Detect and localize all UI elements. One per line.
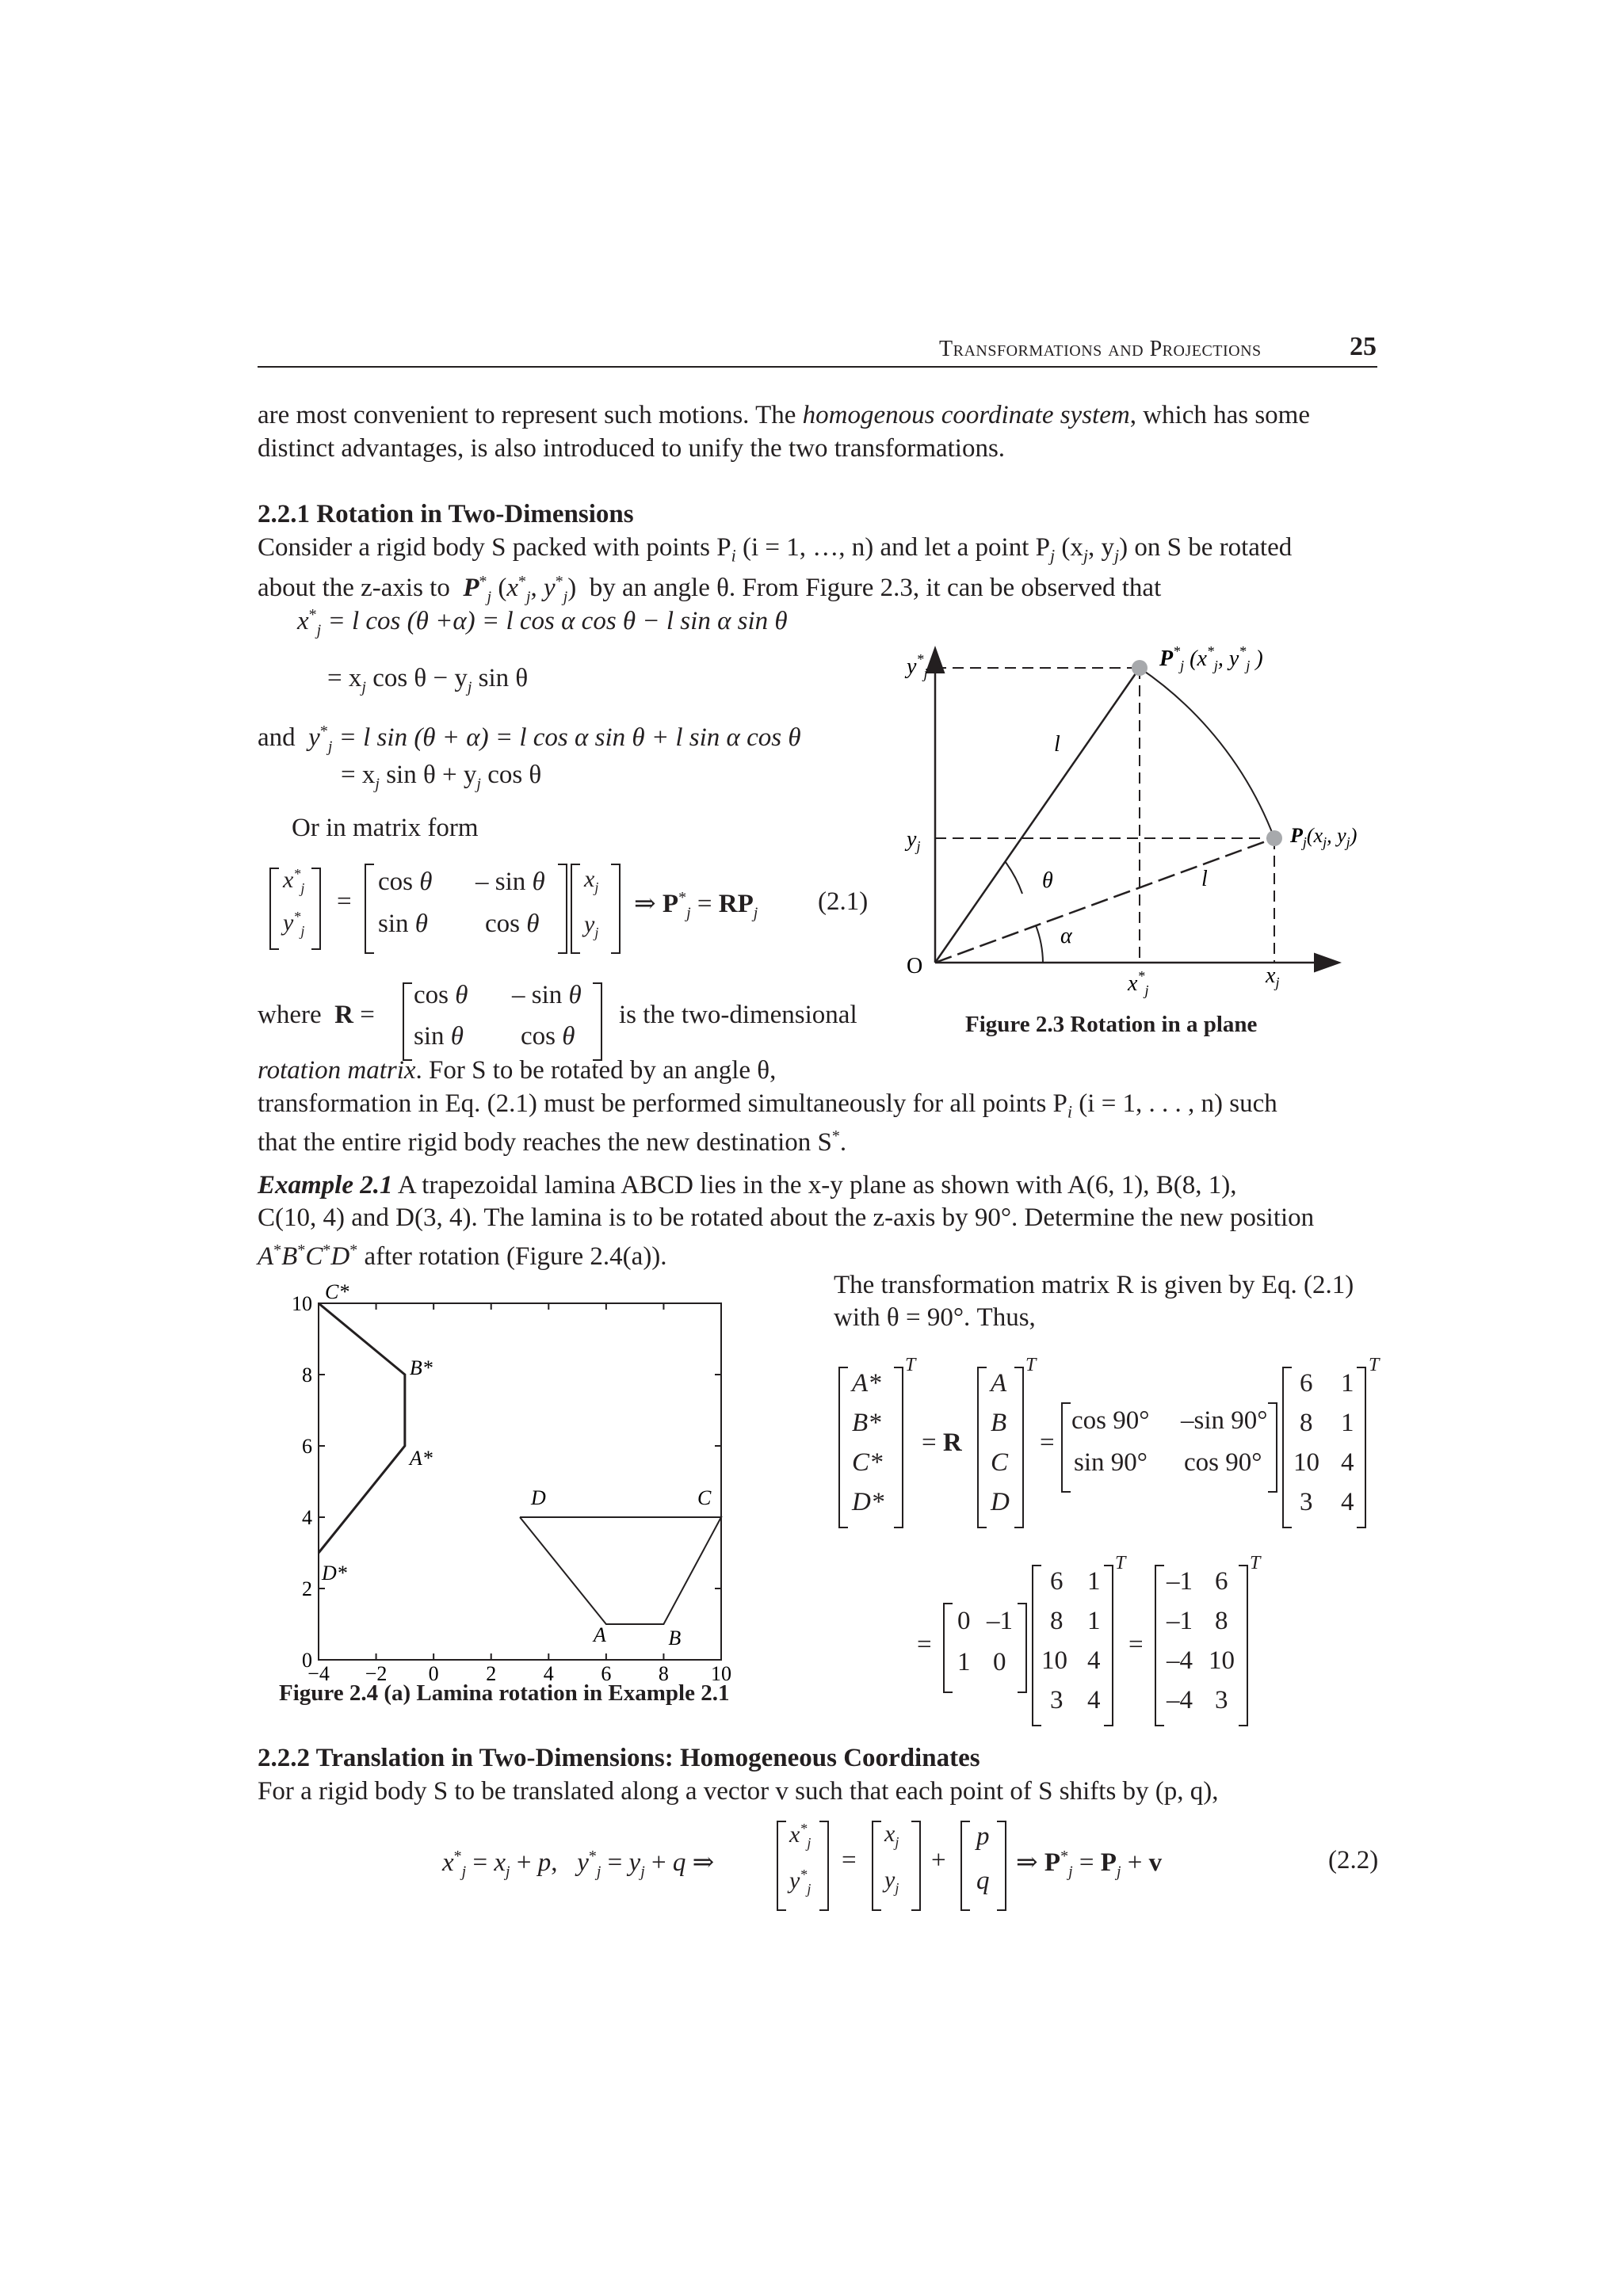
svg-text:α: α bbox=[1060, 924, 1072, 948]
point-pj bbox=[1266, 830, 1282, 846]
section-heading-2-2-2: 2.2.2 Translation in Two-Dimensions: Homogeneous Coordinates bbox=[258, 1744, 980, 1772]
figure-2-4-caption: Figure 2.4 (a) Lamina rotation in Example 2.1 bbox=[279, 1680, 730, 1706]
y-tick-label: 2 bbox=[302, 1577, 312, 1600]
matrix-entry: B* bbox=[852, 1409, 881, 1437]
vertex-label: D bbox=[531, 1486, 546, 1509]
matrix-entry: –1 bbox=[1167, 1607, 1193, 1635]
intro-line-2: distinct advantages, is also introduced to unify the two transformations. bbox=[258, 434, 1006, 463]
x-tick-label: −2 bbox=[365, 1662, 388, 1685]
matrix-entry: 10 bbox=[1209, 1646, 1235, 1675]
matrix-entry: 8 bbox=[1300, 1409, 1313, 1437]
matrix-entry: sin 90° bbox=[1074, 1448, 1148, 1477]
vertex-label: C bbox=[697, 1486, 712, 1509]
matrix-entry: 4 bbox=[1341, 1488, 1354, 1516]
lamina-original bbox=[520, 1517, 721, 1624]
destination-line: that the entire rigid body reaches the new destination S*. bbox=[258, 1127, 847, 1157]
running-title: Transformations and Projections bbox=[939, 337, 1262, 361]
vertex-label: D* bbox=[322, 1562, 347, 1585]
y-tick-label: 10 bbox=[292, 1292, 312, 1315]
rotation-matrix-line: rotation matrix. For S to be rotated by an angle θ, bbox=[258, 1056, 777, 1085]
matrix-entry: 0 bbox=[993, 1648, 1006, 1676]
svg-text:l: l bbox=[1201, 867, 1208, 891]
x-tick-label: 8 bbox=[658, 1662, 669, 1685]
matrix-entry: –sin 90° bbox=[1181, 1406, 1268, 1435]
equation-xstar-1: $x^*_j = l$ cos (θ +α) = l cos α cos θ − l sin α sin θ bbox=[297, 606, 788, 639]
matrix-entry: –1 bbox=[987, 1607, 1013, 1635]
matrix-entry: A* bbox=[852, 1369, 881, 1398]
rotation-arc bbox=[1140, 668, 1274, 838]
x-tick-label: 0 bbox=[428, 1662, 439, 1685]
vertex-label: A bbox=[593, 1623, 606, 1646]
vertex-label: B bbox=[668, 1627, 682, 1650]
point-pj-star bbox=[1132, 660, 1148, 676]
matrix-entry: –1 bbox=[1167, 1567, 1193, 1596]
matrix-entry: 1 bbox=[1341, 1409, 1354, 1437]
svg-text:P*j (x*j, y*j ): $P^*_j$ ($x^*_j$, $y^*_j$ ) bbox=[1159, 643, 1263, 673]
plot-frame bbox=[319, 1303, 721, 1660]
matrix-entry: 6 bbox=[1300, 1369, 1313, 1398]
equation-xstar-2: = $x_j$ $\cos \theta - y_j$ sin θ bbox=[327, 664, 529, 696]
matrix-entry: 8 bbox=[1050, 1607, 1064, 1635]
figure-2-3-diagram bbox=[903, 634, 1358, 998]
svg-text:Pj(xj, yj): $P_j(x_j$, $y_j$) bbox=[1290, 824, 1358, 850]
y-tick-label: 4 bbox=[302, 1506, 312, 1529]
radius-original bbox=[935, 838, 1274, 963]
svg-text:O: O bbox=[907, 954, 923, 978]
matrix-entry: D bbox=[991, 1488, 1010, 1516]
matrix-entry: 10 bbox=[1293, 1448, 1319, 1477]
svg-text:θ: θ bbox=[1042, 868, 1053, 893]
svg-text:l: l bbox=[1054, 732, 1060, 757]
matrix-entry: 10 bbox=[1041, 1646, 1067, 1675]
matrix-entry: 3 bbox=[1215, 1686, 1228, 1714]
x-tick-label: −4 bbox=[307, 1662, 330, 1685]
radius-rotated bbox=[935, 668, 1140, 963]
matrix-entry: 4 bbox=[1341, 1448, 1354, 1477]
example-line-3: A*B*C*D* after rotation (Figure 2.4(a)). bbox=[258, 1241, 667, 1271]
svg-text:y*j: $y^*_j$ bbox=[907, 651, 928, 681]
transformation-text-1: The transformation matrix R is given by Eq. (2.1) bbox=[834, 1271, 1354, 1299]
matrix-entry: –4 bbox=[1167, 1646, 1193, 1675]
example-line-1: Example 2.1 A trapezoidal lamina ABCD lies in the x-y plane as shown with A(6, 1), B(8, 1), bbox=[258, 1171, 1237, 1199]
figure-2-4-chart bbox=[277, 1280, 785, 1685]
matrix-entry: 1 bbox=[1087, 1607, 1101, 1635]
matrix-entry: C bbox=[991, 1448, 1009, 1477]
section-heading-2-2-1: 2.2.1 Rotation in Two-Dimensions bbox=[258, 500, 634, 528]
svg-text:xj: $x_j$ bbox=[1266, 963, 1280, 990]
matrix-entry: 1 bbox=[1087, 1567, 1101, 1596]
y-tick-label: 0 bbox=[302, 1649, 312, 1672]
svg-text:yj: $y_j$ bbox=[907, 827, 921, 854]
transformation-line: transformation in Eq. (2.1) must be performed simultaneously for all points $P_i$ (i = 1, . . . , n) such bbox=[258, 1089, 1277, 1122]
svg-text:x*j: $x^*_j$ bbox=[1128, 968, 1149, 998]
vertex-label: A* bbox=[409, 1447, 433, 1470]
y-tick-label: 6 bbox=[302, 1435, 312, 1458]
example-line-2: C(10, 4) and D(3, 4). The lamina is to be rotated about the z-axis by 90°. Determine the new position bbox=[258, 1203, 1315, 1232]
matrix-entry: C* bbox=[852, 1448, 883, 1477]
section-2-2-2-paragraph: For a rigid body S to be translated along a vector v such that each point of S shifts by (p, q), bbox=[258, 1777, 1219, 1806]
matrix-entry: 6 bbox=[1215, 1567, 1228, 1596]
section-paragraph-line-1: Consider a rigid body S packed with points $P_i$ (i = 1, …, n) and let a point $P_j$ ($x_j$, $y_j$) on S be rotated bbox=[258, 533, 1293, 566]
matrix-entry: 3 bbox=[1300, 1488, 1313, 1516]
matrix-entry: 1 bbox=[957, 1648, 971, 1676]
matrix-entry: 8 bbox=[1215, 1607, 1228, 1635]
matrix-entry: –4 bbox=[1167, 1686, 1193, 1714]
matrix-entry: cos 90° bbox=[1071, 1406, 1150, 1435]
matrix-entry: 4 bbox=[1087, 1646, 1101, 1675]
vertex-label: B* bbox=[409, 1356, 433, 1379]
matrix-entry: cos 90° bbox=[1184, 1448, 1262, 1477]
matrix-entry: D* bbox=[852, 1488, 884, 1516]
transformation-text-2: with θ = 90°. Thus, bbox=[834, 1303, 1036, 1332]
matrix-entry: A bbox=[991, 1369, 1007, 1398]
matrix-entry: 3 bbox=[1050, 1686, 1064, 1714]
intro-line-1: are most convenient to represent such motions. The homogenous coordinate system, which has some bbox=[258, 401, 1310, 429]
y-tick-label: 8 bbox=[302, 1363, 312, 1386]
matrix-entry: B bbox=[991, 1409, 1007, 1437]
matrix-entry: 0 bbox=[957, 1607, 971, 1635]
x-tick-label: 4 bbox=[543, 1662, 554, 1685]
matrix-entry: 1 bbox=[1341, 1369, 1354, 1398]
matrix-entry: 6 bbox=[1050, 1567, 1064, 1596]
matrix-intro: Or in matrix form bbox=[292, 814, 479, 842]
header-rule bbox=[258, 366, 1377, 368]
page-number: 25 bbox=[1350, 332, 1377, 361]
equation-ystar-1: and $y^*_j = l$ sin (θ + α) = l cos α sin θ + l sin α cos θ bbox=[258, 723, 801, 756]
figure-2-3-caption: Figure 2.3 Rotation in a plane bbox=[965, 1012, 1258, 1037]
x-tick-label: 10 bbox=[711, 1662, 731, 1685]
section-paragraph-line-2: about the z-axis to $P^*_j$ ($x^*_j$, $y^*_j$) by an angle θ. From Figure 2.3, it can be observed that bbox=[258, 573, 1162, 606]
x-tick-label: 2 bbox=[486, 1662, 497, 1685]
x-tick-label: 6 bbox=[601, 1662, 612, 1685]
vertex-label: C* bbox=[325, 1280, 349, 1303]
lamina-rotated bbox=[319, 1303, 405, 1553]
matrix-entry: 4 bbox=[1087, 1686, 1101, 1714]
equation-ystar-2: = $x_j$ $\sin \theta + y_j$ cos θ bbox=[341, 761, 542, 793]
